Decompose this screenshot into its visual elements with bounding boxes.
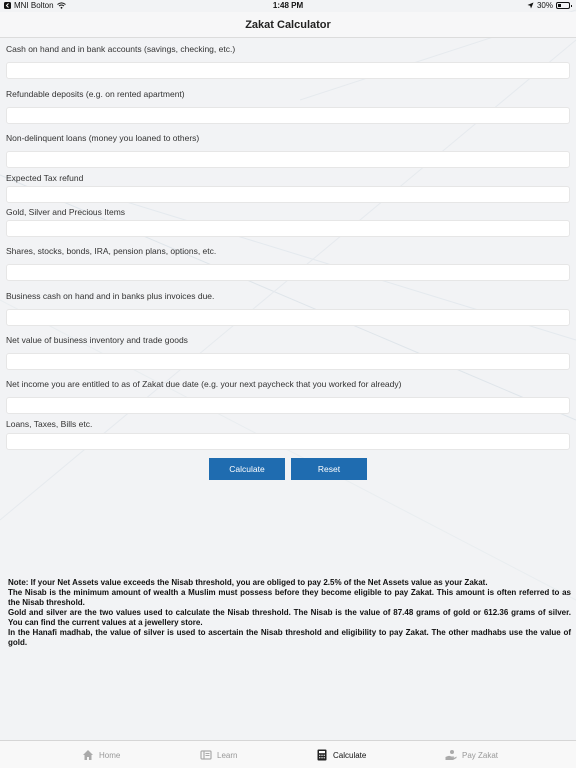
field-label: Net value of business inventory and trade goods <box>6 335 188 345</box>
calculate-button[interactable]: Calculate <box>209 458 285 480</box>
amount-input[interactable] <box>6 397 570 414</box>
status-bar <box>0 0 576 12</box>
amount-input[interactable] <box>6 433 570 450</box>
tab-bar <box>0 740 576 768</box>
amount-input[interactable] <box>6 264 570 281</box>
note-paragraph: The Nisab is the minimum amount of wealth a Muslim must possess before they become eligible to pay Zakat. This amount is often referred to as the Nisab threshold. <box>8 588 571 607</box>
field-label: Non-delinquent loans (money you loaned to others) <box>6 133 200 143</box>
location-arrow-icon <box>527 2 534 9</box>
amount-input[interactable] <box>6 62 570 79</box>
battery-percent: 30% <box>536 1 553 10</box>
field-label: Cash on hand and in bank accounts (savings, checking, etc.) <box>6 44 236 54</box>
amount-input[interactable] <box>6 186 570 203</box>
calculator-icon <box>316 749 328 761</box>
field-label: Expected Tax refund <box>6 173 84 183</box>
field-label: Business cash on hand and in banks plus invoices due. <box>6 291 215 301</box>
page-title: Zakat Calculator <box>0 12 576 38</box>
field-label: Shares, stocks, bonds, IRA, pension plans, options, etc. <box>6 246 217 256</box>
tab-label: Home <box>99 750 121 760</box>
home-icon <box>82 749 94 761</box>
carrier-name: MNI Bolton <box>14 1 54 10</box>
note-paragraph: In the Hanafi madhab, the value of silver is used to ascertain the Nisab threshold and eligibility to pay Zakat. The other madhabs use the value of gold. <box>8 628 571 647</box>
field-label: Loans, Taxes, Bills etc. <box>6 419 93 429</box>
field-label: Refundable deposits (e.g. on rented apartment) <box>6 89 185 99</box>
tab-pay-zakat[interactable] <box>445 741 498 768</box>
tab-calculate[interactable] <box>316 741 366 768</box>
book-icon <box>200 749 212 761</box>
amount-input[interactable] <box>6 220 570 237</box>
tab-label: Calculate <box>333 750 367 760</box>
tab-label: Learn <box>217 750 238 760</box>
tab-home[interactable] <box>82 741 120 768</box>
amount-input[interactable] <box>6 107 570 124</box>
hand-give-icon <box>445 749 457 761</box>
tab-learn[interactable] <box>200 741 237 768</box>
battery-icon <box>556 2 570 9</box>
field-label: Gold, Silver and Precious Items <box>6 207 126 217</box>
zakat-notes <box>8 578 571 648</box>
amount-input[interactable] <box>6 151 570 168</box>
status-time: 1:48 PM <box>272 1 304 10</box>
amount-input[interactable] <box>6 309 570 326</box>
note-paragraph: Gold and silver are the two values used to calculate the Nisab threshold. The Nisab is the value of 87.48 grams of gold or 612.36 grams of silver. You can find the current values at a jewellery store. <box>8 608 571 627</box>
note-paragraph: Note: If your Net Assets value exceeds the Nisab threshold, you are obliged to pay 2.5% of the Net Assets value as your Zakat. <box>8 578 488 587</box>
tab-label: Pay Zakat <box>462 750 499 760</box>
amount-input[interactable] <box>6 353 570 370</box>
field-label: Net income you are entitled to as of Zakat due date (e.g. your next paycheck that you worked for already) <box>6 379 402 389</box>
reset-button[interactable]: Reset <box>291 458 367 480</box>
